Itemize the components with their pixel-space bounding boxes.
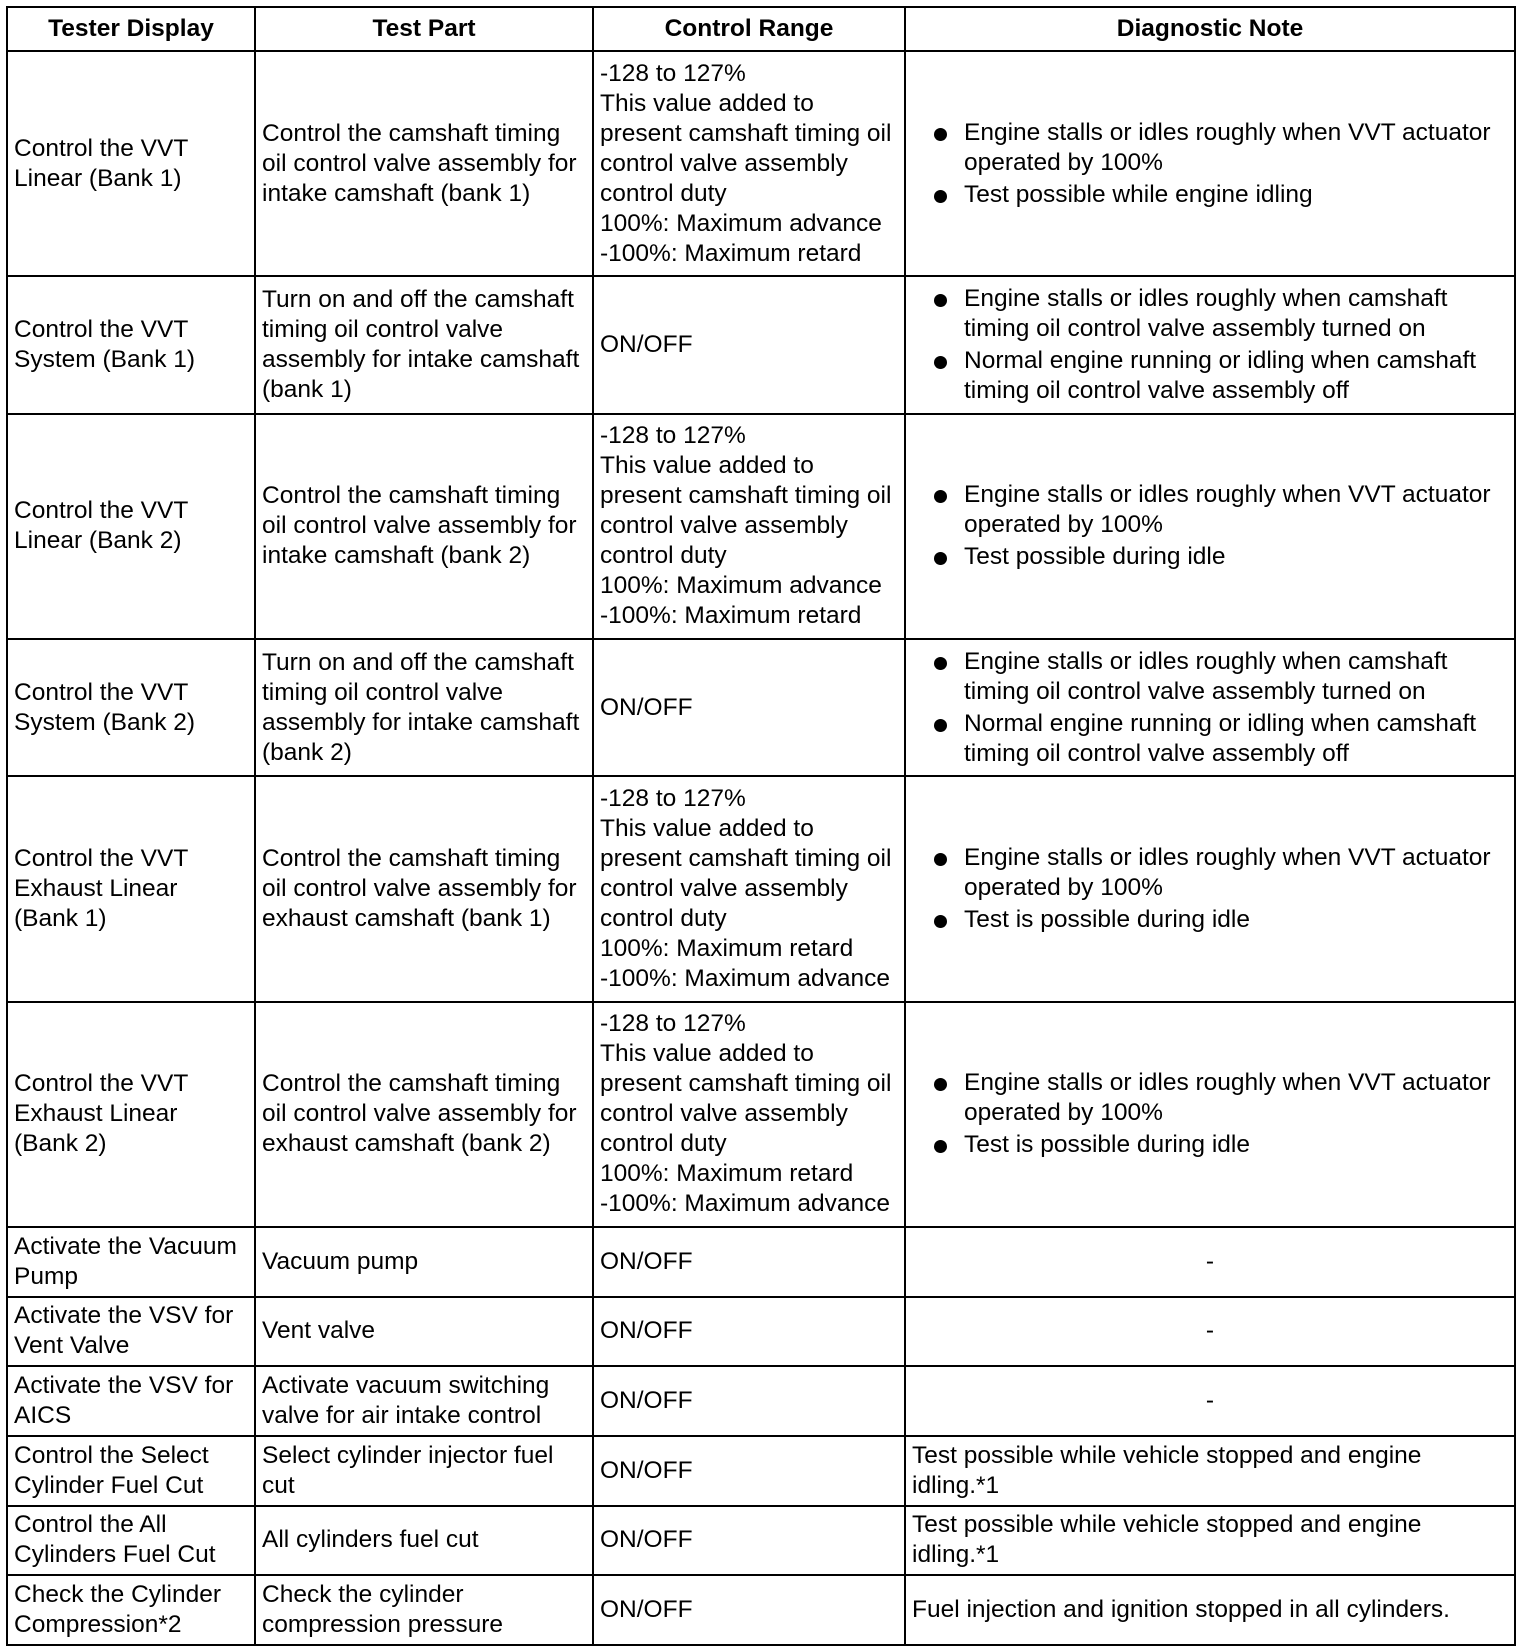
range-line: -100%: Maximum retard (600, 602, 862, 630)
control-range-cell: ON/OFF (593, 639, 905, 776)
range-line: -128 to 127% (600, 422, 746, 450)
tester-display-cell: Control the VVT System (Bank 1) (7, 276, 255, 413)
note-list (912, 284, 1508, 406)
note-item: Engine stalls or idles roughly when camshaft timing oil control valve assembly turned on (912, 647, 1508, 707)
header-row (7, 7, 1515, 51)
note-list (912, 843, 1508, 935)
control-range-cell (593, 51, 905, 276)
tester-display-cell: Activate the VSV for Vent Valve (7, 1297, 255, 1367)
tester-display-cell: Control the VVT Exhaust Linear (Bank 2) (7, 1002, 255, 1227)
active-test-table (6, 6, 1516, 1646)
diagnostic-note-cell: - (905, 1366, 1515, 1436)
range-line: -128 to 127% (600, 784, 746, 812)
range-line: 100%: Maximum retard (600, 1160, 854, 1188)
control-range-cell: ON/OFF (593, 1227, 905, 1297)
test-part-cell: Check the cylinder compression pressure (255, 1575, 593, 1645)
diagnostic-note-cell: Test possible while vehicle stopped and engine idling.*1 (905, 1436, 1515, 1506)
note-item: Test possible while engine idling (912, 180, 1508, 210)
diagnostic-note-cell (905, 776, 1515, 1001)
tester-display-cell: Check the Cylinder Compression*2 (7, 1575, 255, 1645)
tester-display-cell: Control the VVT Linear (Bank 2) (7, 414, 255, 639)
table-row (7, 1366, 1515, 1436)
note-item: Engine stalls or idles roughly when camshaft timing oil control valve assembly turned on (912, 284, 1508, 344)
note-item: Engine stalls or idles roughly when VVT actuator operated by 100% (912, 843, 1508, 903)
note-list (912, 118, 1508, 210)
range-line: -128 to 127% (600, 59, 746, 87)
diagnostic-note-cell: Test possible while vehicle stopped and engine idling.*1 (905, 1506, 1515, 1576)
diagnostic-note-cell (905, 414, 1515, 639)
tester-display-cell: Control the VVT Linear (Bank 1) (7, 51, 255, 276)
test-part-cell: Turn on and off the camshaft timing oil control valve assembly for intake camshaft (bank 1) (255, 276, 593, 413)
note-item: Normal engine running or idling when camshaft timing oil control valve assembly off (912, 346, 1508, 406)
control-range-cell: ON/OFF (593, 1366, 905, 1436)
table-row (7, 51, 1515, 276)
note-item: Normal engine running or idling when camshaft timing oil control valve assembly off (912, 709, 1508, 769)
control-range-cell: ON/OFF (593, 1575, 905, 1645)
range-line: This value added to present camshaft timing oil control valve assembly control duty (600, 1040, 892, 1158)
table-row (7, 1002, 1515, 1227)
test-part-cell: Control the camshaft timing oil control valve assembly for intake camshaft (bank 1) (255, 51, 593, 276)
control-range-cell (593, 414, 905, 639)
tester-display-cell: Activate the VSV for AICS (7, 1366, 255, 1436)
test-part-cell: Select cylinder injector fuel cut (255, 1436, 593, 1506)
table-row (7, 1436, 1515, 1506)
range-line: This value added to present camshaft timing oil control valve assembly control duty (600, 814, 892, 932)
note-list (912, 1068, 1508, 1160)
range-line: 100%: Maximum advance (600, 209, 882, 237)
control-range-cell (593, 1002, 905, 1227)
tester-display-cell: Control the All Cylinders Fuel Cut (7, 1506, 255, 1576)
table-row (7, 1575, 1515, 1645)
control-range-cell: ON/OFF (593, 1436, 905, 1506)
note-list (912, 647, 1508, 769)
test-part-cell: Control the camshaft timing oil control valve assembly for exhaust camshaft (bank 1) (255, 776, 593, 1001)
range-line: 100%: Maximum retard (600, 934, 854, 962)
control-range-cell: ON/OFF (593, 276, 905, 413)
table-row (7, 639, 1515, 776)
control-range-cell: ON/OFF (593, 1297, 905, 1367)
diagnostic-note-cell (905, 1002, 1515, 1227)
test-part-cell: All cylinders fuel cut (255, 1506, 593, 1576)
note-item: Test is possible during idle (912, 905, 1508, 935)
range-line: -100%: Maximum retard (600, 239, 862, 267)
note-item: Test is possible during idle (912, 1130, 1508, 1160)
tester-display-cell: Control the VVT System (Bank 2) (7, 639, 255, 776)
range-line: This value added to present camshaft timing oil control valve assembly control duty (600, 452, 892, 570)
diagnostic-note-cell: Fuel injection and ignition stopped in all cylinders. (905, 1575, 1515, 1645)
diagnostic-note-cell: - (905, 1227, 1515, 1297)
test-part-cell: Activate vacuum switching valve for air intake control (255, 1366, 593, 1436)
range-line: -100%: Maximum advance (600, 1190, 891, 1218)
header-test-part: Test Part (255, 7, 593, 51)
note-item: Engine stalls or idles roughly when VVT actuator operated by 100% (912, 480, 1508, 540)
range-line: -128 to 127% (600, 1010, 746, 1038)
diagnostic-note-cell (905, 639, 1515, 776)
table-row (7, 1506, 1515, 1576)
header-control-range: Control Range (593, 7, 905, 51)
range-line: 100%: Maximum advance (600, 572, 882, 600)
tester-display-cell: Control the VVT Exhaust Linear (Bank 1) (7, 776, 255, 1001)
test-part-cell: Control the camshaft timing oil control valve assembly for exhaust camshaft (bank 2) (255, 1002, 593, 1227)
header-diagnostic-note: Diagnostic Note (905, 7, 1515, 51)
note-item: Engine stalls or idles roughly when VVT actuator operated by 100% (912, 1068, 1508, 1128)
diagnostic-note-cell: - (905, 1297, 1515, 1367)
range-line: This value added to present camshaft timing oil control valve assembly control duty (600, 89, 892, 207)
test-part-cell: Control the camshaft timing oil control valve assembly for intake camshaft (bank 2) (255, 414, 593, 639)
table-row (7, 414, 1515, 639)
test-part-cell: Vent valve (255, 1297, 593, 1367)
note-item: Engine stalls or idles roughly when VVT actuator operated by 100% (912, 118, 1508, 178)
table-row (7, 276, 1515, 413)
test-part-cell: Turn on and off the camshaft timing oil control valve assembly for intake camshaft (bank 2) (255, 639, 593, 776)
tester-display-cell: Control the Select Cylinder Fuel Cut (7, 1436, 255, 1506)
diagnostic-note-cell (905, 276, 1515, 413)
diagnostic-note-cell (905, 51, 1515, 276)
header-tester-display: Tester Display (7, 7, 255, 51)
tester-display-cell: Activate the Vacuum Pump (7, 1227, 255, 1297)
table-row (7, 776, 1515, 1001)
table-row (7, 1297, 1515, 1367)
test-part-cell: Vacuum pump (255, 1227, 593, 1297)
note-list (912, 480, 1508, 572)
control-range-cell (593, 776, 905, 1001)
range-line: -100%: Maximum advance (600, 964, 891, 992)
table-row (7, 1227, 1515, 1297)
note-item: Test possible during idle (912, 542, 1508, 572)
control-range-cell: ON/OFF (593, 1506, 905, 1576)
